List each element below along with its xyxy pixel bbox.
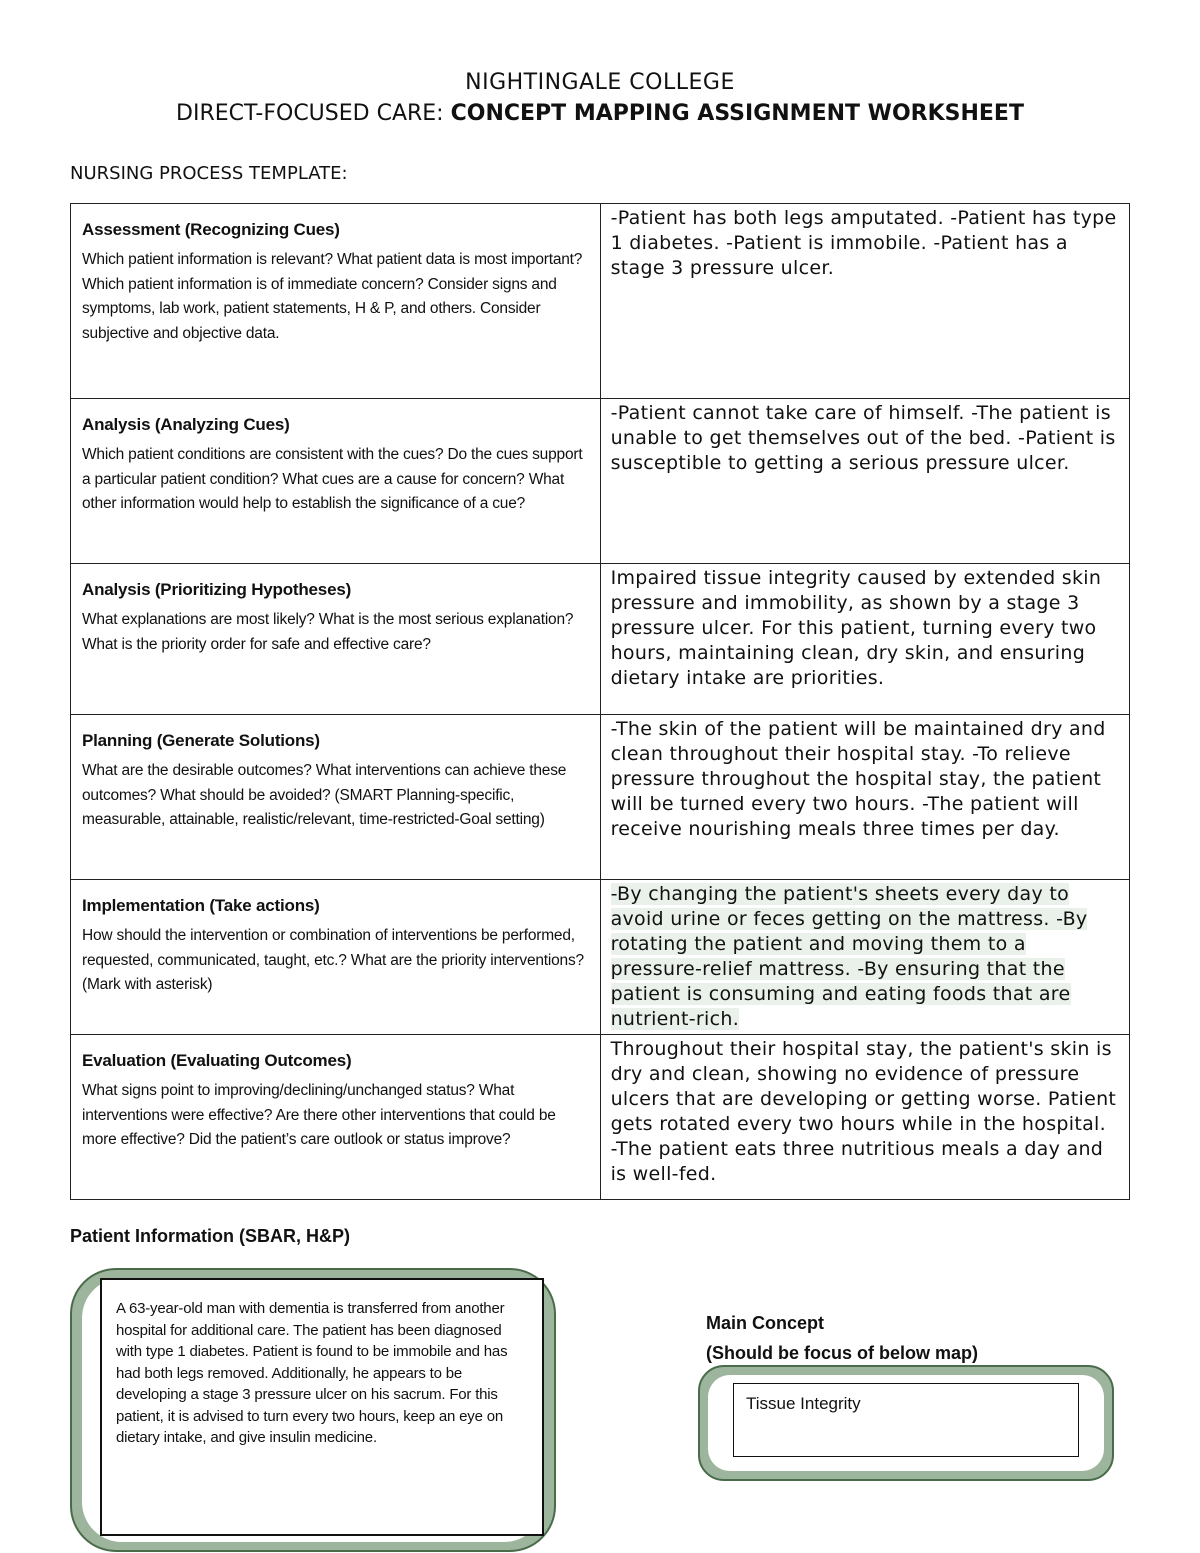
- step-title: Assessment (Recognizing Cues): [82, 220, 340, 239]
- table-row: [71, 880, 1130, 1035]
- worksheet-title-prefix: DIRECT-FOCUSED CARE:: [176, 101, 451, 126]
- step-question: What are the desirable outcomes? What interventions can achieve these outcomes? What should be avoided? (SMART Planning-specific, measurable, attainable, realistic/relevant, time-restricted-Goal setting): [82, 762, 567, 828]
- answer-cell[interactable]: -Patient cannot take care of himself. -The patient is unable to get themselves out of the bed. -Patient is susceptible to getting a serious pressure ulcer.: [600, 399, 1129, 564]
- step-title: Implementation (Take actions): [82, 896, 320, 915]
- college-name: NIGHTINGALE COLLEGE: [465, 70, 735, 95]
- question-cell: [71, 564, 601, 715]
- main-concept-subheading: (Should be focus of below map): [706, 1343, 978, 1363]
- patient-info-title: Patient Information (SBAR, H&P): [70, 1226, 351, 1246]
- highlighted-answer: -By changing the patient's sheets every day to avoid urine or feces getting on the mattress. -By rotating the patient and moving them to a pressure-relief mattress. -By ensuring that the patient is consuming and eating foods that are nutrient-rich.: [610, 883, 1088, 1030]
- main-concept-heading: Main Concept: [706, 1313, 825, 1333]
- table-row: [71, 564, 1130, 715]
- answer-cell[interactable]: Throughout their hospital stay, the patient's skin is dry and clean, showing no evidence of pressure ulcers that are developing or getting worse. Patient gets rotated every two hours while in the hospital. -The patient eats three nutritious meals a day and is well-fed.: [600, 1035, 1129, 1200]
- main-concept-textbox[interactable]: Tissue Integrity: [733, 1383, 1079, 1457]
- answer-cell[interactable]: [600, 880, 1129, 1035]
- step-title: Evaluation (Evaluating Outcomes): [82, 1051, 352, 1070]
- document-header: [0, 70, 1200, 126]
- table-row: [71, 1035, 1130, 1200]
- table-row: [71, 715, 1130, 880]
- patient-info-textbox[interactable]: A 63-year-old man with dementia is transferred from another hospital for additional care. The patient has been diagnosed with type 1 diabetes. Patient is found to be immobile and has had both legs removed. Additionally, he appears to be developing a stage 3 pressure ulcer on his sacrum. For this patient, it is advised to turn every two hours, keep an eye on dietary intake, and give insulin medicine.: [100, 1278, 544, 1536]
- main-concept-frame: [698, 1365, 1114, 1481]
- nursing-process-table: [70, 203, 1130, 1200]
- template-label: NURSING PROCESS TEMPLATE:: [70, 163, 348, 184]
- answer-cell[interactable]: -Patient has both legs amputated. -Patient has type 1 diabetes. -Patient is immobile. -Patient has a stage 3 pressure ulcer.: [600, 204, 1129, 399]
- step-title: Analysis (Analyzing Cues): [82, 415, 290, 434]
- main-concept-title: [706, 1308, 978, 1368]
- worksheet-title-bold: CONCEPT MAPPING ASSIGNMENT WORKSHEET: [450, 101, 1024, 126]
- answer-cell[interactable]: -The skin of the patient will be maintained dry and clean throughout their hospital stay. -To relieve pressure throughout the hospital stay, the patient will be turned every two hours. -The patient will receive nourishing meals three times per day.: [600, 715, 1129, 880]
- step-title: Analysis (Prioritizing Hypotheses): [82, 580, 352, 599]
- question-cell: [71, 880, 601, 1035]
- question-cell: [71, 204, 601, 399]
- step-title: Planning (Generate Solutions): [82, 731, 320, 750]
- table-row: [71, 204, 1130, 399]
- question-cell: [71, 399, 601, 564]
- step-question: What explanations are most likely? What is the most serious explanation? What is the priority order for safe and effective care?: [82, 611, 574, 653]
- patient-info-frame: [70, 1268, 556, 1552]
- question-cell: [71, 1035, 601, 1200]
- worksheet-title: [0, 101, 1200, 126]
- step-question: Which patient information is relevant? What patient data is most important? Which patient information is of immediate concern? Consider signs and symptoms, lab work, patient statements, H & P, and others. Consider subjective and objective data.: [82, 251, 583, 342]
- step-question: What signs point to improving/declining/unchanged status? What interventions were effective? Are there other interventions that could be more effective? Did the patient’s care outlook or status improve?: [82, 1082, 556, 1148]
- step-question: How should the intervention or combination of interventions be performed, requested, communicated, taught, etc.? What are the priority interventions? (Mark with asterisk): [82, 927, 584, 993]
- table-row: [71, 399, 1130, 564]
- answer-cell[interactable]: Impaired tissue integrity caused by extended skin pressure and immobility, as shown by a stage 3 pressure ulcer. For this patient, turning every two hours, maintaining clean, dry skin, and ensuring dietary intake are priorities.: [600, 564, 1129, 715]
- question-cell: [71, 715, 601, 880]
- step-question: Which patient conditions are consistent with the cues? Do the cues support a particular patient condition? What cues are a cause for concern? What other information would help to establish the significance of a cue?: [82, 446, 583, 512]
